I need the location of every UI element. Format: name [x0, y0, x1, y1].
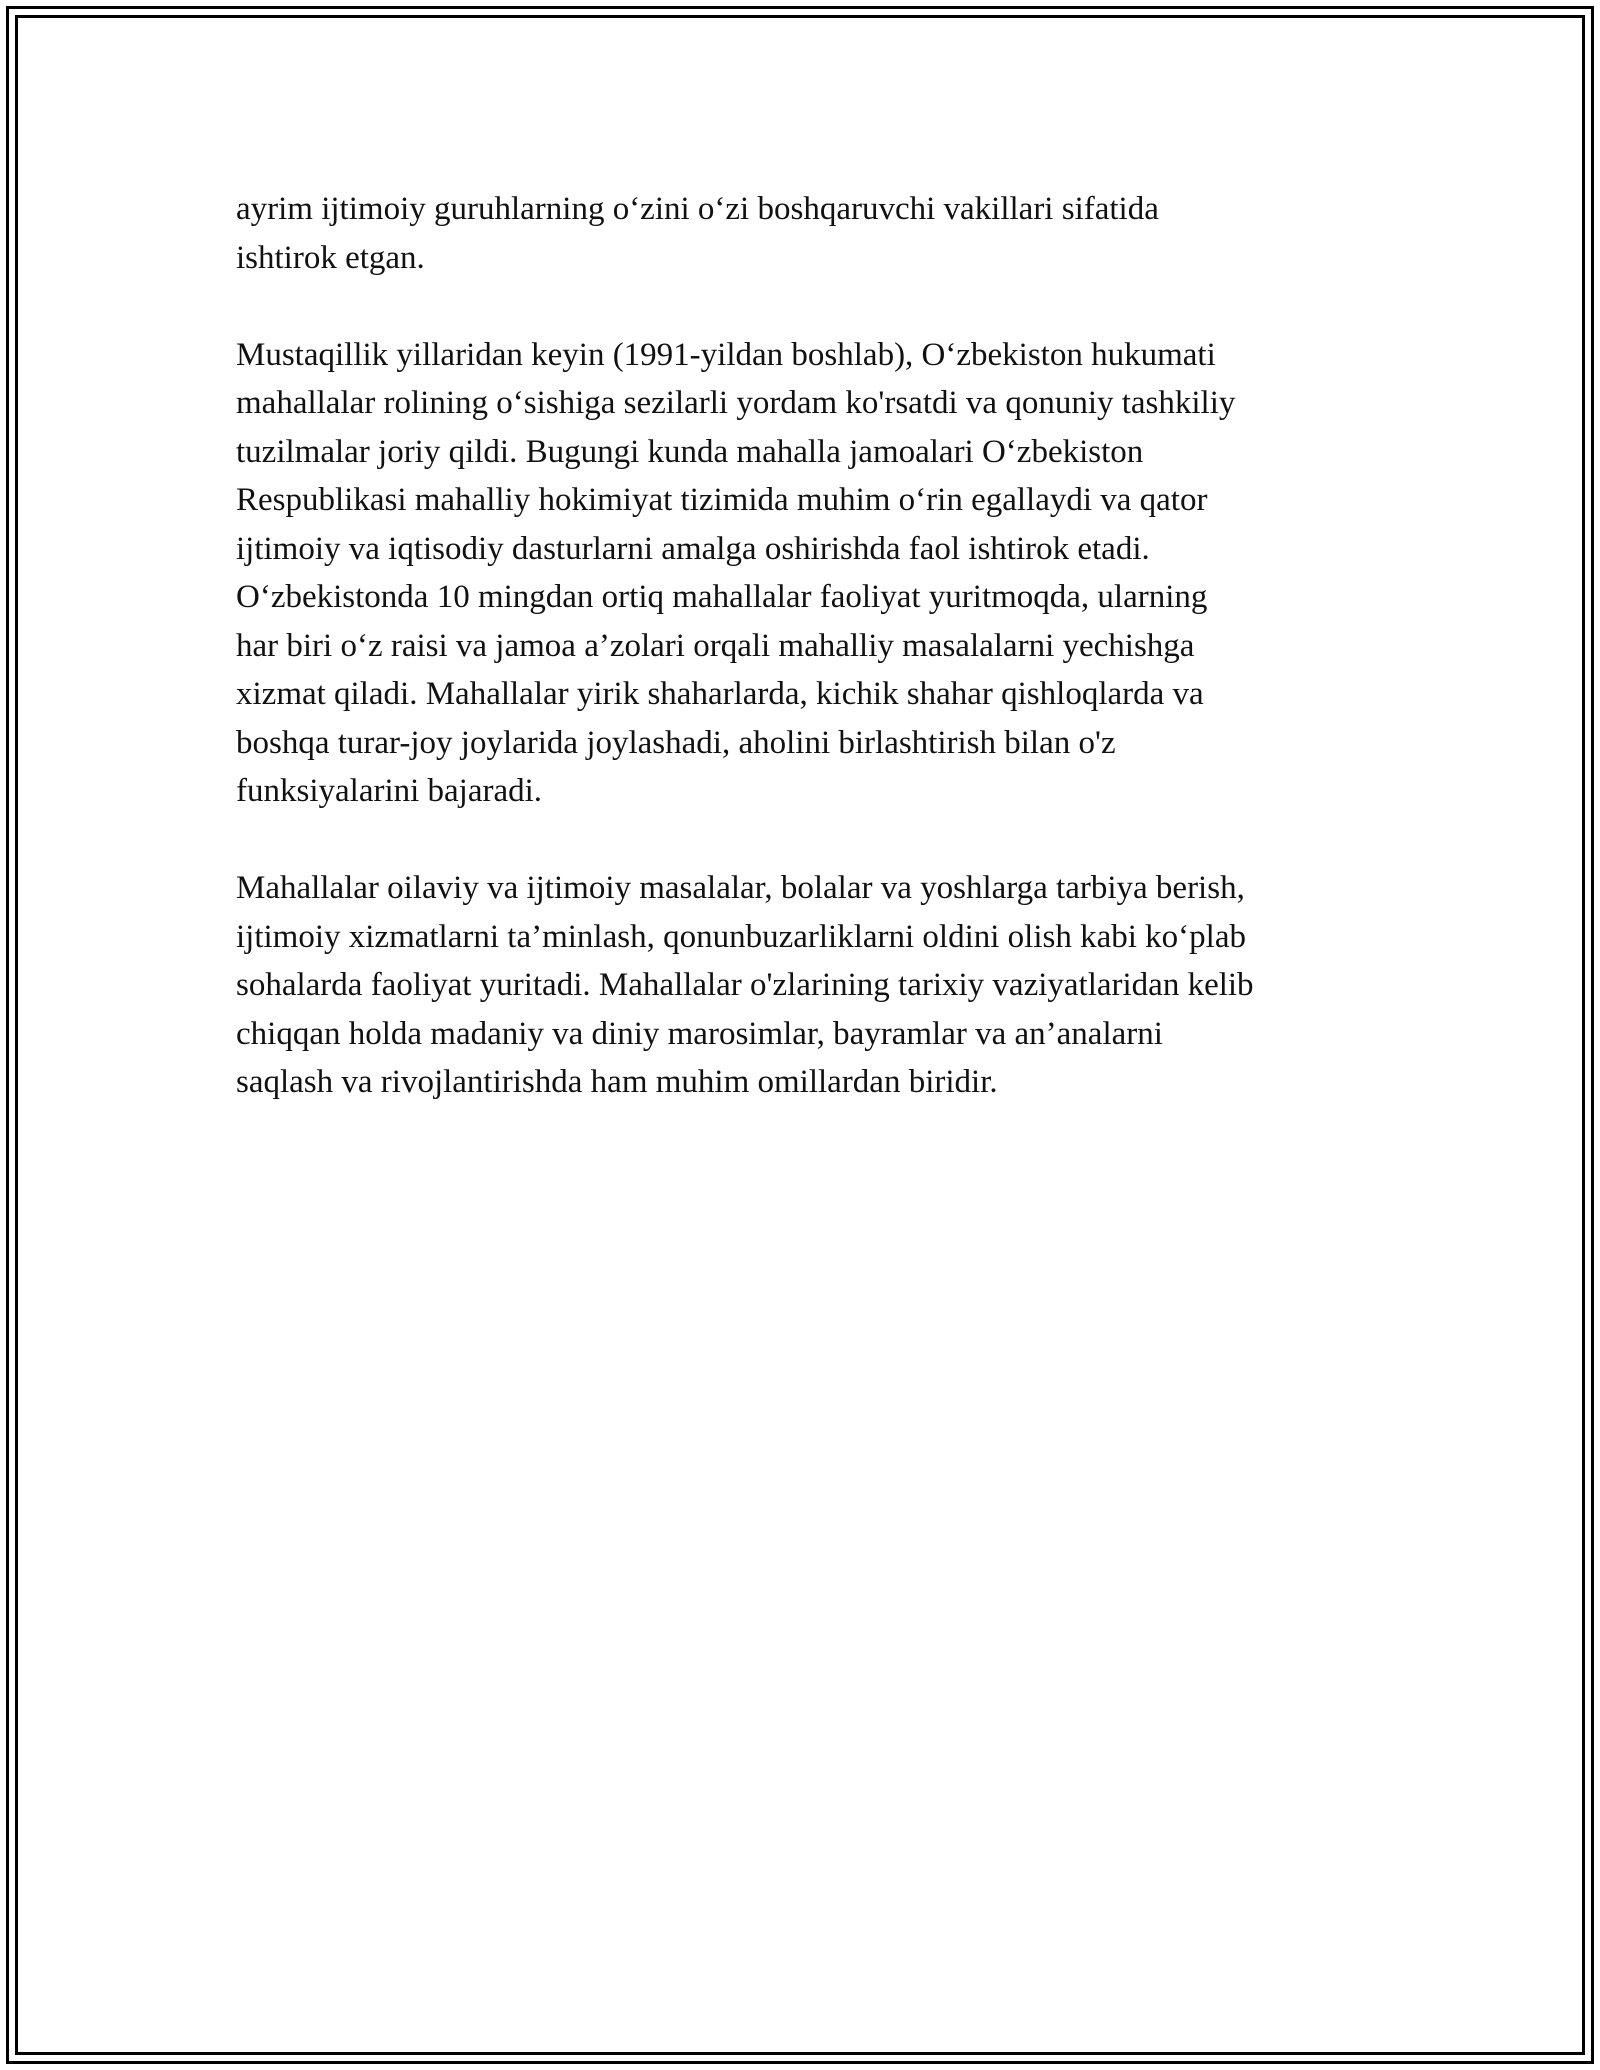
text-line: ishtirok etgan. [236, 239, 425, 276]
text-line: ijtimoiy va iqtisodiy dasturlarni amalga oshirishda faol ishtirok etadi. [236, 530, 1150, 567]
paragraph-1 [236, 185, 1396, 282]
text-line: mahallalar rolining o‘sishiga sezilarli yordam ko'rsatdi va qonuniy tashkiliy [236, 385, 1236, 421]
text-line: O‘zbekistonda 10 mingdan ortiq mahallalar faoliyat yuritmoqda, ularning [236, 579, 1208, 615]
text-line: sohalarda faoliyat yuritadi. Mahallalar o'zlarining tarixiy vaziyatlaridan kelib [236, 967, 1254, 1003]
paragraph-3 [236, 864, 1396, 1107]
text-line: funksiyalarini bajaradi. [236, 773, 543, 809]
text-line: boshqa turar-joy joylarida joylashadi, aholini birlashtirish bilan o'z [236, 724, 1116, 761]
text-line: Mustaqillik yillaridan keyin (1991-yildan boshlab), O‘zbekiston hukumati [236, 336, 1216, 373]
text-line: Mahallalar oilaviy va ijtimoiy masalalar, bolalar va yoshlarga tarbiya berish, [236, 870, 1245, 906]
document-body [236, 185, 1396, 1155]
text-line: tuzilmalar joriy qildi. Bugungi kunda mahalla jamoalari O‘zbekiston [236, 433, 1144, 470]
text-line: ayrim ijtimoiy guruhlarning o‘zini o‘zi boshqaruvchi vakillari sifatida [236, 191, 1159, 227]
text-line: har biri o‘z raisi va jamoa a’zolari orqali mahalliy masalalarni yechishga [236, 627, 1195, 664]
text-line: Respublikasi mahalliy hokimiyat tizimida muhim o‘rin egallaydi va qator [236, 482, 1208, 518]
text-line: ijtimoiy xizmatlarni ta’minlash, qonunbuzarliklarni oldini olish kabi ko‘plab [236, 918, 1246, 955]
text-line: xizmat qiladi. Mahallalar yirik shaharlarda, kichik shahar qishloqlarda va [236, 676, 1204, 712]
paragraph-2 [236, 331, 1396, 816]
text-line: chiqqan holda madaniy va diniy marosimlar, bayramlar va an’analarni [236, 1015, 1163, 1052]
text-line: saqlash va rivojlantirishda ham muhim omillardan biridir. [236, 1064, 998, 1100]
